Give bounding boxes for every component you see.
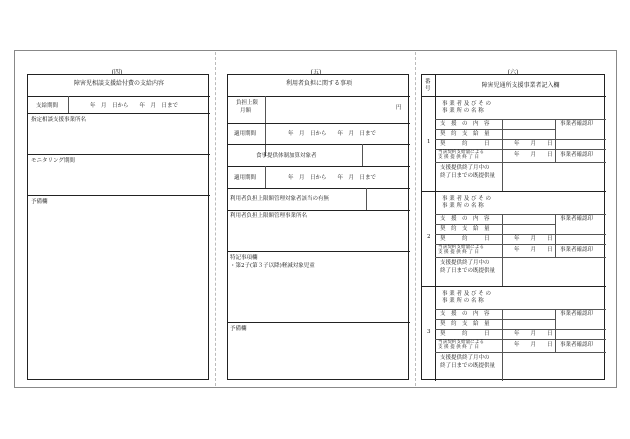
office-name-label-1: 事 業 者 及 び そ の <box>442 196 491 202</box>
confirm-stamp-label: 事業者確認印 <box>560 121 594 127</box>
fold-line-1 <box>215 52 216 386</box>
end-date-value: 年 月 日 <box>514 152 553 158</box>
entry-number: 2 <box>427 234 431 240</box>
entry-number: 3 <box>427 329 431 335</box>
contract-date-label: 契 約 日 <box>440 236 490 242</box>
office-name-label-2: 事 業 所 の 名 称 <box>442 298 484 304</box>
contract-amount-label: 契 約 支 給 量 <box>440 321 490 327</box>
end-date-label-1: 当該契約支給量による <box>438 340 484 345</box>
end-date-label-2: 支 援 提 供 終 了 日 <box>438 345 479 350</box>
remain-label-1: 支援提供終了月中の <box>440 355 490 361</box>
end-date-label-1: 当該契約支給量による <box>438 150 484 155</box>
meal-title: 食事提供体制加算対象者 <box>256 153 317 159</box>
special-item: ・第2子(第３子以降)軽減対象児童 <box>230 263 315 269</box>
apply-label: 適用期間 <box>234 131 257 137</box>
apply-label-2: 適用期間 <box>234 175 257 181</box>
panel6-number: (六) <box>507 69 519 76</box>
office-label: 指定相談支援事業所名 <box>31 117 87 123</box>
remain-label-2: 終了日までの既提供量 <box>440 173 496 179</box>
panel5-remarks-label: 予備欄 <box>230 326 247 332</box>
remain-label-1: 支援提供終了月中の <box>440 165 490 171</box>
end-date-label-1: 当該契約支給量による <box>438 245 484 250</box>
panel6-title: 障害児通所支援事業者記入欄 <box>481 82 560 89</box>
panel5-number: (五) <box>310 69 322 76</box>
support-content-label: 支 援 の 内 容 <box>440 311 490 317</box>
panel4-remarks-label: 予備欄 <box>31 199 48 205</box>
end-date-label-2: 支 援 提 供 終 了 日 <box>438 250 479 255</box>
no-label-1: 番 <box>425 79 431 85</box>
office-name-label-2: 事 業 所 の 名 称 <box>442 108 484 114</box>
contract-date-label: 契 約 日 <box>440 141 490 147</box>
period-value: 年 月 日から 年 月 日まで <box>90 103 179 109</box>
confirm-stamp-label: 事業者確認印 <box>560 152 594 158</box>
cap-mgmt-office: 利用者負担上限額管理事業所名 <box>230 213 308 219</box>
remain-label-2: 終了日までの既提供量 <box>440 268 496 274</box>
support-content-label: 支 援 の 内 容 <box>440 216 490 222</box>
contract-date-value: 年 月 日 <box>514 141 553 147</box>
support-content-label: 支 援 の 内 容 <box>440 121 490 127</box>
fold-line-2 <box>415 52 416 386</box>
confirm-stamp-label: 事業者確認印 <box>560 216 594 222</box>
end-date-value: 年 月 日 <box>514 342 553 348</box>
panel6-box <box>421 74 605 380</box>
cap-label-1: 負担上限 <box>236 100 259 106</box>
end-date-label-2: 支 援 提 供 終 了 日 <box>438 155 479 160</box>
apply-value: 年 月 日から 年 月 日まで <box>288 131 377 137</box>
yen-unit: 円 <box>396 105 402 111</box>
special-label: 特記事項欄 <box>230 255 258 261</box>
remain-label-2: 終了日までの既提供量 <box>440 363 496 369</box>
panel4-number: (四) <box>111 69 123 76</box>
contract-date-value: 年 月 日 <box>514 331 553 337</box>
cap-label-2: 月額 <box>240 108 252 114</box>
contract-amount-label: 契 約 支 給 量 <box>440 131 490 137</box>
panel5-title: 利用者負担に関する事項 <box>285 80 352 87</box>
panel4-box <box>27 74 209 380</box>
contract-amount-label: 契 約 支 給 量 <box>440 226 490 232</box>
panel4-title: 障害児相談支援給付費の支給内容 <box>73 80 164 87</box>
office-name-label-1: 事 業 者 及 び そ の <box>442 291 491 297</box>
office-name-label-1: 事 業 者 及 び そ の <box>442 101 491 107</box>
no-label-2: 号 <box>425 86 431 92</box>
contract-date-label: 契 約 日 <box>440 331 490 337</box>
confirm-stamp-label: 事業者確認印 <box>560 311 594 317</box>
apply-value-2: 年 月 日から 年 月 日まで <box>288 175 377 181</box>
remain-label-1: 支援提供終了月中の <box>440 260 490 266</box>
office-name-label-2: 事 業 所 の 名 称 <box>442 203 484 209</box>
contract-date-value: 年 月 日 <box>514 236 553 242</box>
confirm-stamp-label: 事業者確認印 <box>560 342 594 348</box>
monitoring-label: モニタリング期間 <box>31 158 75 164</box>
period-label: 支給期間 <box>36 103 59 109</box>
entry-number: 1 <box>427 139 431 145</box>
cap-mgmt-label: 利用者負担上限額管理対象者該当の有無 <box>230 196 330 202</box>
end-date-value: 年 月 日 <box>514 247 553 253</box>
confirm-stamp-label: 事業者確認印 <box>560 247 594 253</box>
panel5-box <box>227 74 409 380</box>
